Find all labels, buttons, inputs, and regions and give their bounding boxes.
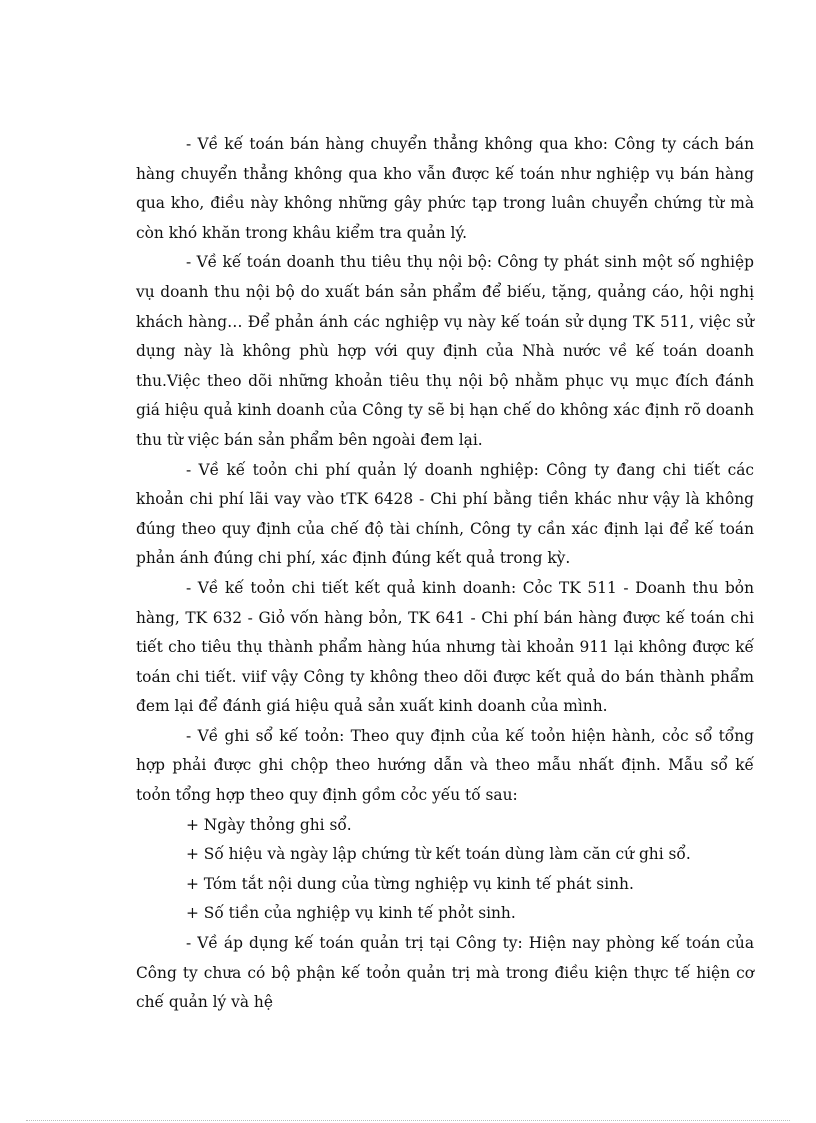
list-item-amount: + Số tiền của nghiệp vụ kinh tế phỏt sinh. xyxy=(186,904,516,923)
paragraph-business-results: - Về kế toỏn chi tiết kết quả kinh doanh: Cỏc TK 511 - Doanh thu bỏn hàng, TK 632 - Giỏ vốn hàng bỏn, TK 641 - Chi phí bán hàng được kế toán chi tiết cho tiêu thụ thành phẩm hàng húa nhưng tài khoản 911 lại không được kế toán chi tiết. viif vậy Công ty không theo dõi được kết quả do bán thành phẩm đem lại để đánh giá hiệu quả sản xuất kinh doanh của mình. xyxy=(136,578,754,716)
list-item-summary: + Tóm tắt nội dung của từng nghiệp vụ kinh tế phát sinh. xyxy=(186,874,634,893)
paragraph-internal-revenue: - Về kế toán doanh thu tiêu thụ nội bộ: Công ty phát sinh một số nghiệp vụ doanh thu nội bộ do xuất bán sản phẩm để biếu, tặng, quảng cáo, hội nghị khách hàng… Để phản ánh các nghiệp vụ này kế toán sử dụng TK 511, việc sử dụng này là không phù hợp với quy định của Nhà nước về kế toán doanh thu.Việc theo dõi những khoản tiêu thụ nội bộ nhằm phục vụ mục đích đánh giá hiệu quả kinh doanh của Công ty sẽ bị hạn chế do không xác định rõ doanh thu từ việc bán sản phẩm bên ngoài đem lại. xyxy=(136,253,754,449)
list-item-date: + Ngày thỏng ghi sổ. xyxy=(186,815,352,834)
paragraph-direct-sales: - Về kế toán bán hàng chuyển thẳng không qua kho: Công ty cách bán hàng chuyển thẳng không qua kho vẫn được kế toán như nghiệp vụ bán hàng qua kho, điều này không những gây phức tạp trong luân chuyển chứng từ mà còn khó khăn trong khâu kiểm tra quản lý. xyxy=(136,135,754,242)
paragraph-bookkeeping: - Về ghi sổ kế toỏn: Theo quy định của kế toỏn hiện hành, cỏc sổ tổng hợp phải được ghi chộp theo hướng dẫn và theo mẫu nhất định. Mẫu sổ kế toỏn tổng hợp theo quy định gồm cỏc yếu tố sau: xyxy=(136,726,754,805)
list-item-voucher: + Số hiệu và ngày lập chứng từ kết toán dùng làm căn cứ ghi sổ. xyxy=(186,845,691,864)
page-bottom-divider xyxy=(26,1120,790,1121)
paragraph-management-accounting: - Về áp dụng kế toán quản trị tại Công ty: Hiện nay phòng kế toán của Công ty chưa có bộ phận kế toỏn quản trị mà trong điều kiện thực tế hiện cơ chế quản lý và hệ xyxy=(136,934,754,1012)
document-body xyxy=(136,130,754,1018)
paragraph-management-expenses: - Về kế toỏn chi phí quản lý doanh nghiệp: Công ty đang chi tiết các khoản chi phí lãi vay vào tTK 6428 - Chi phí bằng tiền khác như vậy là không đúng theo quy định của chế độ tài chính, Công ty cần xác định lại để kế toán phản ánh đúng chi phí, xác định đúng kết quả trong kỳ. xyxy=(136,460,754,568)
